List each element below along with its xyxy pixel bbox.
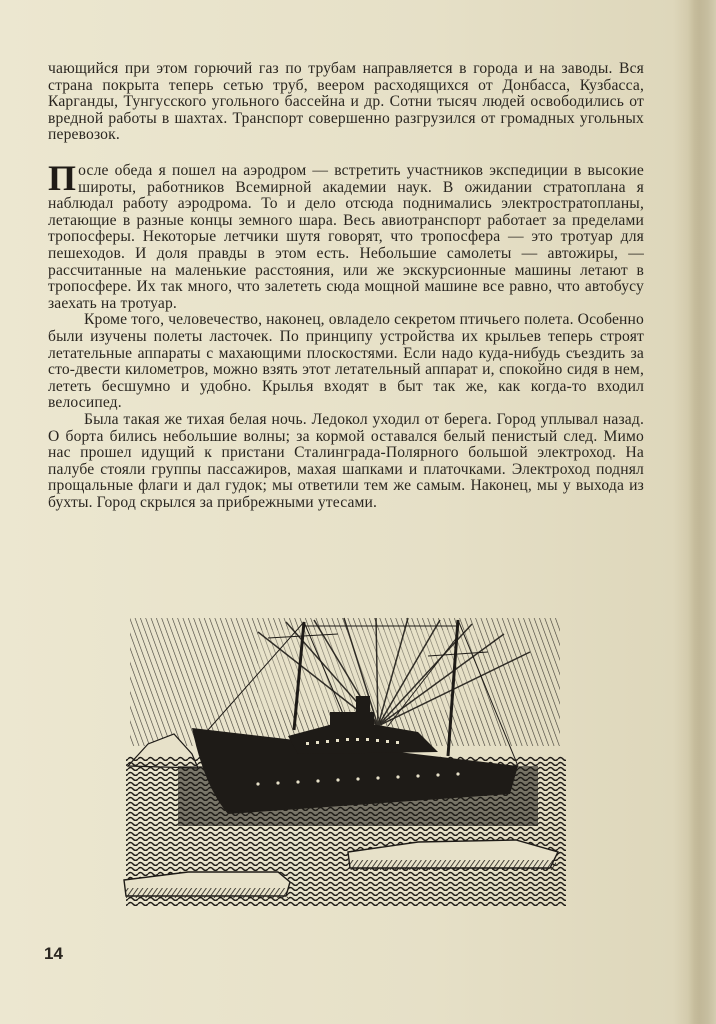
icebreaker-engraving xyxy=(118,616,570,916)
page-gutter-shadow xyxy=(688,0,716,1024)
ice-floe-right-edge xyxy=(350,860,556,870)
paragraph-3: Кроме того, человечество, наконец, овладело секретом птичьего полета. Особенно были изучены полеты ласточек. По принципу устройства их крыльев теперь строят летательные аппараты с махающими плоскостями. Если надо куда-нибудь съездить за сто-двести километров, можно взять этот летательный аппарат и, спокойно сидя в нем, лететь бесшумно и удобно. Крылья входят в быт так же, как когда-то входил велосипед. xyxy=(48,311,644,412)
page-number: 14 xyxy=(44,944,63,963)
paragraph-2 xyxy=(48,158,644,312)
funnel xyxy=(356,696,370,716)
text-block-main xyxy=(48,158,644,511)
drop-cap: П xyxy=(48,158,77,198)
text-block-top xyxy=(48,61,644,144)
paragraph-4: Была такая же тихая белая ночь. Ледокол уходил от берега. Город уплывал назад. О борта бились небольшие волны; за кормой оставался белый пенистый след. Мимо нас прошел идущий к пристани Сталинграда-Полярного большой электроход. На палубе стояли группы пассажиров, махая шапками и платочками. Электроход поднял прощальные флаги и дал гудок; мы ответили тем же самым. Наконец, мы у выхода из бухты. Город скрылся за прибрежными утесами. xyxy=(48,410,644,511)
ice-floe-left-edge xyxy=(126,888,288,898)
paragraph-1: чающийся при этом горючий газ по трубам направляется в города и на заводы. Вся страна покрыта теперь сетью труб, веером расходящихся от Донбасса, Кузбасса, Карганды, Тунгусского угольного бассейна и др. Сотни тысяч людей освободились от вредной работы в шахтах. Транспорт совершенно разгрузился от громадных угольных перевозок. xyxy=(48,60,644,144)
paragraph-2-text: осле обеда я пошел на аэродром — встретить участников экспедиции в высокие широты, работников Всемирной академии наук. В ожидании стратоплана я наблюдал работу аэродрома. То и дело отсюда поднимались электростратопланы, летающие в разные концы земного шара. Весь авиотранспорт работает за пределами тропосферы. Некоторые летчики шутя говорят, что тропосфера — это тротуар для пешеходов. И доля правды в этом есть. Небольшие самолеты — автожиры, — рассчитанные на маленькие расстояния, или же экскурсионные машины летают в тропосфере. Их так много, что залететь сюда мощной машине все равно, что автобусу заехать на тротуар. xyxy=(48,162,644,312)
